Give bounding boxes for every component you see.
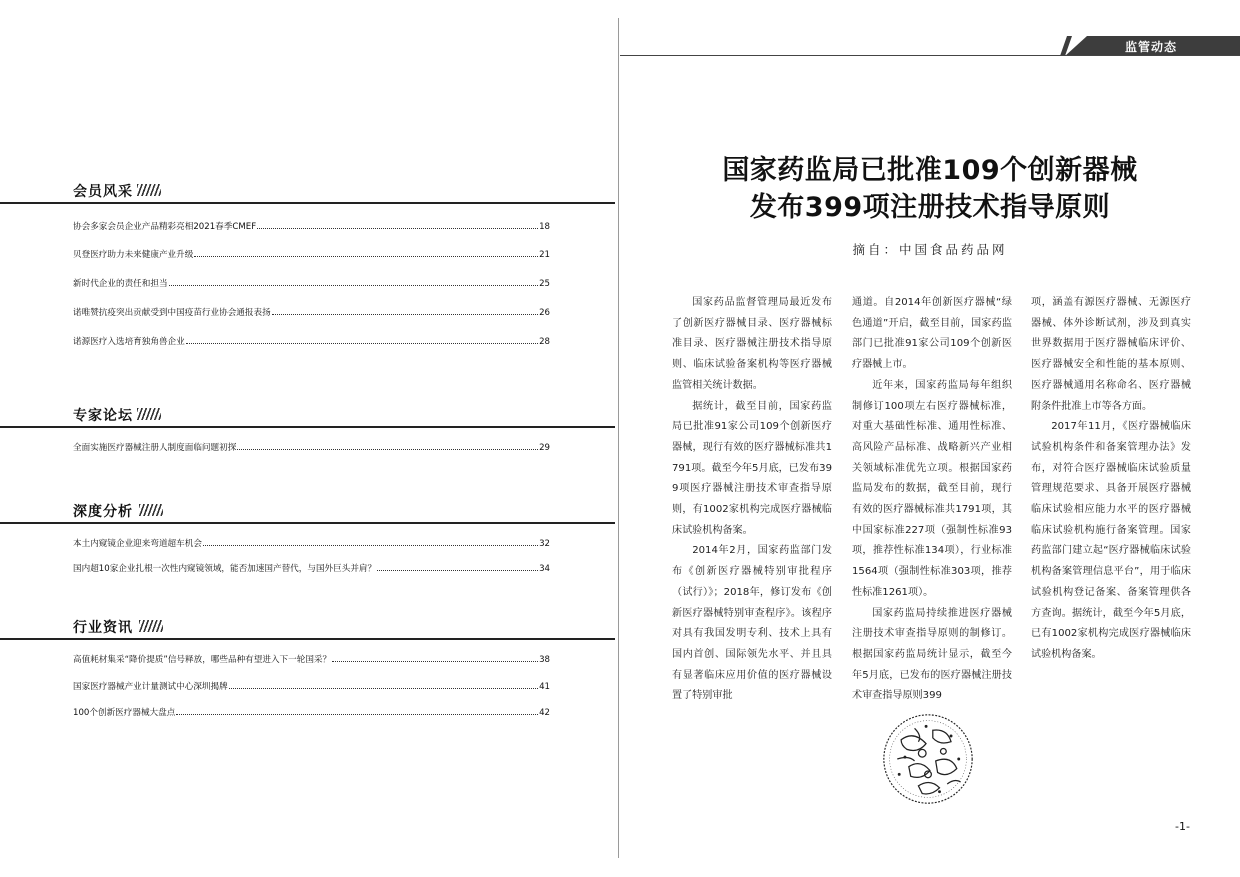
toc-entry-page: 26 (539, 308, 550, 318)
paragraph: 2017年11月，《医疗器械临床试验机构条件和备案管理办法》发布，对符合医疗器械临床试验质量管理规范要求、具备开展医疗器械临床试验相应能力水平的医疗器械临床试验机构施行备案管理。国家药监部门建立起“医疗器械临床试验机构备案管理信息平台”，用于临床试验机构登记备案、备案管理供各方查询。据统计，截至今年5月底，已有1002家机构完成医疗器械临床试验机构备案。 (1031, 421, 1191, 660)
article-byline: 摘自：中国食品药品网 (852, 242, 1008, 257)
header-rule (620, 55, 1240, 56)
toc-entry-page: 25 (539, 279, 550, 289)
toc-entry-title: 全面实施医疗器械注册人制度面临问题初探 (73, 443, 237, 453)
dot-leader (332, 661, 538, 662)
toc-entry-title: 国内超10家企业扎根一次性内窥镜领域，能否加速国产替代，与国外巨头并肩？ (73, 564, 377, 574)
section-rule (0, 638, 615, 640)
toc-entry-title: 贝登医疗助力未来健康产业升级 (73, 250, 194, 260)
toc-entry-title: 诺唯赞抗疫突出贡献受到中国疫苗行业协会通报表扬 (73, 308, 271, 318)
toc-entry-title: 新时代企业的责任和担当 (73, 279, 168, 289)
toc-entry-title: 高值耗材集采“降价提质”信号释放，哪些品种有望进入下一轮国采？ (73, 655, 332, 665)
dot-leader (377, 570, 538, 571)
toc-section-header (0, 501, 615, 525)
toc-section-analysis (0, 501, 615, 574)
section-rule (0, 426, 615, 428)
toc-section-header (0, 405, 615, 429)
toc-entry-page: 29 (539, 443, 550, 453)
toc-section-members (0, 181, 615, 347)
toc-entry-page: 21 (539, 250, 550, 260)
article-title-line1: 国家药监局已批准109个创新器械 (722, 155, 1138, 186)
toc-section-title: 行业资讯 (73, 620, 133, 636)
stripes-icon (137, 408, 161, 420)
toc-section-news (0, 617, 615, 718)
article-column-2 (852, 293, 1012, 707)
dot-leader (169, 285, 539, 286)
section-rule (0, 522, 615, 524)
article-column-1 (672, 293, 832, 707)
page-number: -1- (1175, 820, 1190, 833)
toc-section-title: 专家论坛 (73, 408, 133, 424)
toc-entry-page: 38 (539, 655, 550, 665)
toc-entry-page: 32 (539, 539, 550, 549)
stripes-icon (137, 184, 161, 196)
toc-entry[interactable] (73, 437, 550, 453)
paragraph: 项，涵盖有源医疗器械、无源医疗器械、体外诊断试剂，涉及到真实世界数据用于医疗器械临床评价、医疗器械安全和性能的基本原则、医疗器械通用名称命名、医疗器械附条件批准上市等各方面。 (1031, 297, 1191, 412)
stripes-icon (139, 504, 163, 516)
toc-entry[interactable] (73, 244, 550, 260)
toc-entry[interactable] (73, 302, 550, 318)
article-page (620, 0, 1240, 877)
dot-leader (257, 228, 538, 229)
toc-section-header (0, 181, 615, 205)
toc-entry[interactable] (73, 533, 550, 549)
floral-ornament-icon (880, 711, 976, 807)
toc-entry[interactable] (73, 702, 550, 718)
toc-entry[interactable] (73, 649, 550, 665)
dot-leader (194, 256, 538, 257)
toc-entry-page: 34 (539, 564, 550, 574)
dot-leader (272, 314, 538, 315)
toc-entry-page: 41 (539, 682, 550, 692)
section-tab-label: 监管动态 (1125, 40, 1178, 54)
toc-entry[interactable] (73, 558, 550, 574)
dot-leader (186, 343, 538, 344)
dot-leader (237, 449, 538, 450)
toc-entry-page: 18 (539, 222, 550, 232)
paragraph: 国家药监局持续推进医疗器械注册技术审查指导原则的制修订。根据国家药监局统计显示，截至今年5月底，已发布的医疗器械注册技术审查指导原则399 (852, 607, 1012, 702)
section-rule (0, 202, 615, 204)
toc-entry-page: 42 (539, 708, 550, 718)
toc-entry-title: 诺源医疗入选培育独角兽企业 (73, 337, 185, 347)
toc-entry-title: 本土内窥镜企业迎来弯道超车机会 (73, 539, 202, 549)
toc-section-title: 会员风采 (73, 184, 133, 200)
toc-entry[interactable] (73, 273, 550, 289)
paragraph: 通道。自2014年创新医疗器械“绿色通道”开启，截至目前，国家药监部门已批准91家公司109个创新医疗器械上市。 (852, 297, 1012, 371)
stripes-icon (139, 620, 163, 632)
toc-entry[interactable] (73, 331, 550, 347)
toc-entry-page: 28 (539, 337, 550, 347)
page-gutter-line (618, 18, 619, 858)
dot-leader (229, 688, 538, 689)
paragraph: 国家药品监督管理局最近发布了创新医疗器械目录、医疗器械标准目录、医疗器械注册技术指导原则、临床试验备案机构等医疗器械监管相关统计数据。 (672, 297, 832, 391)
contents-page (0, 0, 618, 877)
dot-leader (203, 545, 538, 546)
toc-section-title: 深度分析 (73, 504, 133, 520)
toc-section-experts (0, 405, 615, 453)
toc-entry-title: 国家医疗器械产业计量测试中心深圳揭牌 (73, 682, 228, 692)
toc-entry-title: 协会多家会员企业产品精彩亮相2021春季CMEF (73, 222, 257, 232)
toc-section-header (0, 617, 615, 641)
article-title-line2: 发布399项注册技术指导原则 (749, 192, 1111, 223)
dot-leader (176, 714, 538, 715)
toc-entry[interactable] (73, 676, 550, 692)
toc-entry[interactable] (73, 216, 550, 232)
toc-entry-title: 100个创新医疗器械大盘点 (73, 708, 176, 718)
paragraph: 据统计，截至目前，国家药监局已批准91家公司109个创新医疗器械，现行有效的医疗器械标准共1791项。截至今年5月底，已发布399项医疗器械注册技术审查指导原则，有1002家机构完成医疗器械临床试验机构备案。 (672, 400, 832, 536)
article-column-3 (1031, 293, 1191, 666)
paragraph: 近年来，国家药监局每年组织制修订100项左右医疗器械标准，对重大基础性标准、通用性标准、高风险产品标准、战略新兴产业相关领域标准优先立项。根据国家药监局发布的数据，截至目前，现行有效的医疗器械标准共1791项，其中国家标准227项（强制性标准93项，推荐性标准134项），行业标准1564项（强制性标准303项，推荐性标准1261项）。 (852, 379, 1012, 598)
paragraph: 2014年2月，国家药监部门发布《创新医疗器械特别审批程序（试行）》；2018年，修订发布《创新医疗器械特别审查程序》。该程序对具有我国发明专利、技术上具有国内首创、国际领先水平、并且具有显著临床应用价值的医疗器械设置了特别审批 (672, 545, 832, 702)
